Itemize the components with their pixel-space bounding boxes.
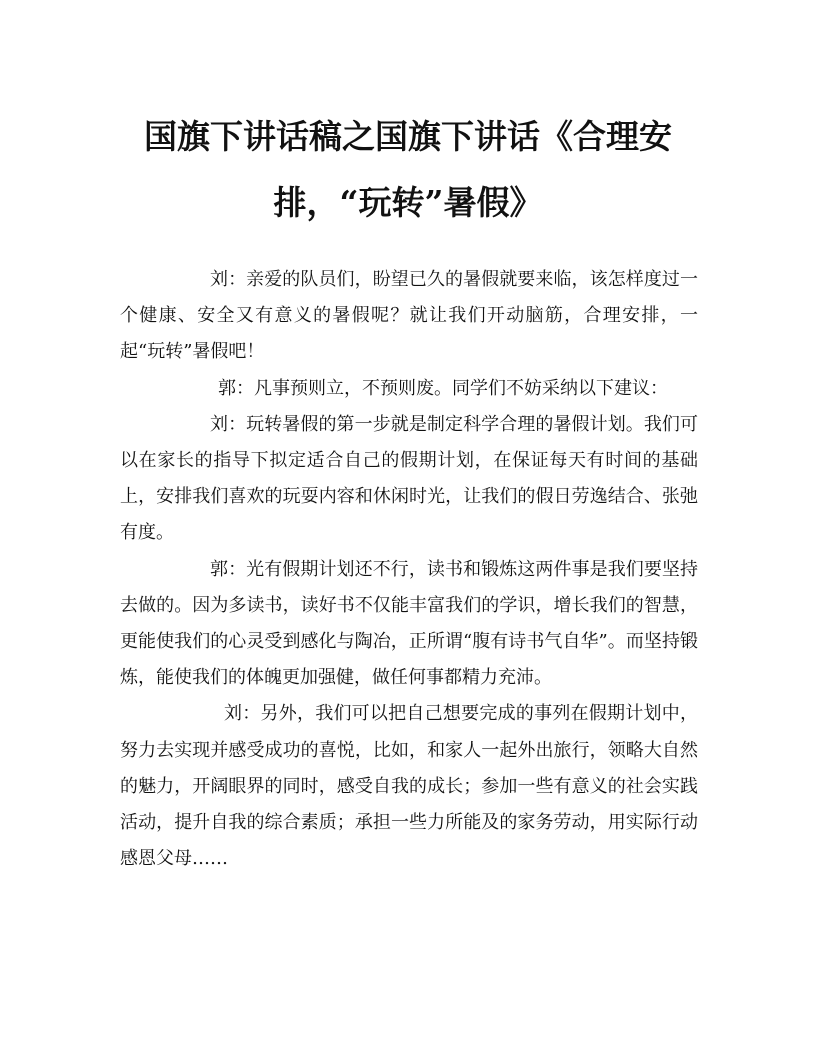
paragraph-5: 刘：另外，我们可以把自己想要完成的事列在假期计划中，努力去实现并感受成功的喜悦，比如，和家人一起外出旅行，领略大自然的魅力，开阔眼界的同时，感受自我的成长；参加一些有意义的社会实践活动，提升自我的综合素质；承担一些力所能及的家务劳动，用实际行动感恩父母……	[120, 703, 698, 870]
document-title: 国旗下讲话稿之国旗下讲话《合理安排，“玩转”暑假》	[144, 117, 672, 222]
paragraph-4: 郭：光有假期计划还不行，读书和锻炼这两件事是我们要坚持去做的。因为多读书，读好书不仅能丰富我们的学识，增长我们的智慧，更能使我们的心灵受到感化与陶冶，正所谓“腹有诗书气自华”。而坚持锻炼，能使我们的体魄更加强健，做任何事都精力充沛。	[120, 558, 698, 689]
paragraph-1: 刘：亲爱的队员们，盼望已久的暑假就要来临，该怎样度过一个健康、安全又有意义的暑假呢？就让我们开动脑筋，合理安排，一起“玩转”暑假吧！	[120, 269, 698, 363]
paragraph-3: 刘：玩转暑假的第一步就是制定科学合理的暑假计划。我们可以在家长的指导下拟定适合自己的假期计划，在保证每天有时间的基础上，安排我们喜欢的玩耍内容和休闲时光，让我们的假日劳逸结合、张弛有度。	[120, 413, 698, 544]
paragraph-2: 郭：凡事预则立，不预则废。同学们不妨采纳以下建议：	[218, 377, 668, 399]
document-body	[120, 262, 698, 877]
